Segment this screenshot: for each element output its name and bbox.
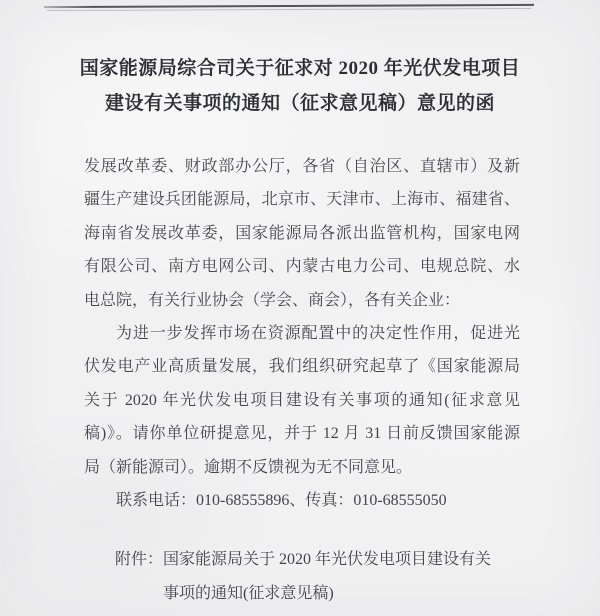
body-line: 疆生产建设兵团能源局，北京市、天津市、上海市、福建省、 <box>84 191 520 209</box>
body-line: 为进一步发挥市场在资源配置中的决定性作用，促进光 <box>116 325 520 343</box>
attachment-section <box>84 543 554 611</box>
body-line: 发展改革委、财政部办公厅，各省（自治区、直辖市）及新 <box>84 158 520 175</box>
document-title-line-2: 建设有关事项的通知（征求意见稿）意见的函 <box>104 93 495 114</box>
body-line: 局（新能源司）。逾期不反馈视为无不同意见。 <box>84 458 413 476</box>
attachment-label: 附件： <box>115 551 164 568</box>
body-line: 电总院，有关行业协会（学会、商会），各有关企业： <box>84 291 461 309</box>
body-line: 有限公司、南方电网公司、内蒙古电力公司、电规总院、水 <box>84 258 520 276</box>
attachment-title-line-2: 事项的通知(征求意见稿) <box>163 585 334 602</box>
body-line: 稿)》。请你单位研提意见，并于 12 月 31 日前反馈国家能源 <box>84 425 520 443</box>
document-body <box>84 150 520 517</box>
document-title-line-1: 国家能源局综合司关于征求对 2020 年光伏发电项目 <box>79 58 521 79</box>
attachment-title-line-1: 国家能源局关于 2020 年光伏发电项目建设有关 <box>163 551 492 568</box>
body-line: 关于 2020 年光伏发电项目建设有关事项的通知(征求意见 <box>84 391 520 409</box>
attachment-title <box>163 543 554 611</box>
body-line: 伏发电产业高质量发展，我们组织研究起草了《国家能源局 <box>84 358 520 376</box>
scan-edge-line-shadow <box>47 8 531 11</box>
contact-line: 联系电话：010-68555896、传真：010-68555050 <box>116 492 447 510</box>
body-line: 海南省发展改革委，国家能源局各派出监管机构，国家电网 <box>84 224 520 242</box>
document-title <box>0 51 600 121</box>
